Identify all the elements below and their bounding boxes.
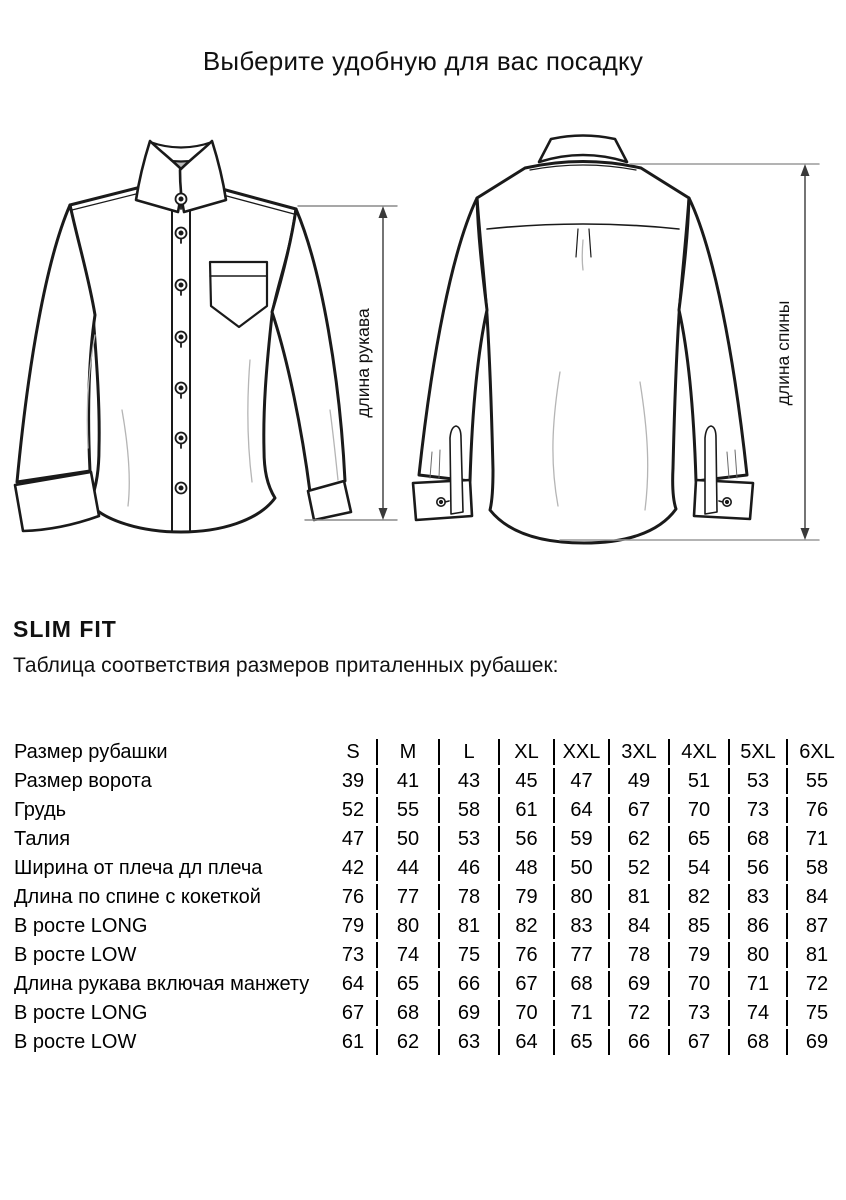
size-value-cell: M: [376, 739, 438, 765]
row-label-cell: В росте LONG: [14, 914, 148, 937]
arrow-up-icon: [801, 164, 810, 176]
size-value-cell: 68: [728, 826, 786, 852]
size-value-cell: 70: [498, 1000, 553, 1026]
size-value-cell: 64: [498, 1029, 553, 1055]
size-value-cell: 66: [438, 971, 498, 997]
size-value-cell: 42: [341, 856, 365, 879]
size-value-cell: 77: [553, 942, 608, 968]
sleeve-length-label: длина рукава: [353, 308, 373, 418]
size-value-cell: 78: [608, 942, 668, 968]
table-row: [0, 971, 846, 997]
size-value-cell: 67: [608, 797, 668, 823]
size-value-cell: 85: [668, 913, 728, 939]
size-value-cell: 65: [668, 826, 728, 852]
arrow-down-icon: [379, 508, 388, 520]
size-value-cell: 66: [608, 1029, 668, 1055]
size-value-cell: 48: [498, 855, 553, 881]
size-value-cell: 54: [668, 855, 728, 881]
table-header-row: [0, 739, 846, 765]
row-label-cell: Талия: [14, 827, 71, 850]
size-value-cell: 77: [376, 884, 438, 910]
size-value-cell: 84: [786, 884, 846, 910]
size-value-cell: 73: [728, 797, 786, 823]
size-value-cell: 47: [553, 768, 608, 794]
size-value-cell: 73: [668, 1000, 728, 1026]
size-value-cell: 51: [668, 768, 728, 794]
table-row: [0, 826, 846, 852]
shirt-back-drawing: [413, 136, 753, 544]
size-value-cell: 55: [786, 768, 846, 794]
size-value-cell: 52: [608, 855, 668, 881]
size-value-cell: 47: [341, 827, 365, 850]
table-row: [0, 797, 846, 823]
size-value-cell: 80: [376, 913, 438, 939]
size-value-cell: 82: [498, 913, 553, 939]
size-value-cell: 76: [786, 797, 846, 823]
size-value-cell: 71: [553, 1000, 608, 1026]
size-value-cell: 41: [376, 768, 438, 794]
size-value-cell: 53: [728, 768, 786, 794]
row-label-cell: Длина рукава включая манжету: [14, 972, 310, 995]
row-label-cell: В росте LONG: [14, 1001, 148, 1024]
size-value-cell: 3XL: [608, 739, 668, 765]
size-value-cell: 72: [608, 1000, 668, 1026]
page-title: Выберите удобную для вас посадку: [202, 46, 644, 76]
size-value-cell: XXL: [553, 739, 608, 765]
size-value-cell: 81: [438, 913, 498, 939]
size-value-cell: 5XL: [728, 739, 786, 765]
size-value-cell: 61: [341, 1030, 365, 1053]
table-row: [0, 913, 846, 939]
size-value-cell: 76: [498, 942, 553, 968]
size-value-cell: 68: [376, 1000, 438, 1026]
size-value-cell: 87: [786, 913, 846, 939]
size-value-cell: 43: [438, 768, 498, 794]
size-value-cell: 58: [786, 855, 846, 881]
size-value-cell: 73: [341, 943, 365, 966]
fit-heading: SLIM FIT: [13, 616, 117, 642]
shirt-diagram: [0, 110, 846, 580]
size-value-cell: 75: [786, 1000, 846, 1026]
size-value-cell: 69: [438, 1000, 498, 1026]
table-row: [0, 1000, 846, 1026]
row-label-cell: В росте LOW: [14, 943, 137, 966]
size-value-cell: 74: [376, 942, 438, 968]
size-value-cell: 72: [786, 971, 846, 997]
size-value-cell: 69: [786, 1029, 846, 1055]
size-value-cell: 71: [786, 826, 846, 852]
size-value-cell: 68: [728, 1029, 786, 1055]
size-value-cell: 83: [728, 884, 786, 910]
size-value-cell: 71: [728, 971, 786, 997]
size-value-cell: 61: [498, 797, 553, 823]
size-value-cell: 4XL: [668, 739, 728, 765]
size-value-cell: 67: [668, 1029, 728, 1055]
table-row: [0, 1029, 846, 1055]
size-value-cell: 63: [438, 1029, 498, 1055]
size-value-cell: 50: [553, 855, 608, 881]
size-value-cell: 81: [786, 942, 846, 968]
row-label-cell: Ширина от плеча дл плеча: [14, 856, 263, 879]
size-value-cell: 79: [498, 884, 553, 910]
table-row: [0, 855, 846, 881]
size-value-cell: L: [438, 739, 498, 765]
size-value-cell: S: [346, 740, 360, 763]
size-value-cell: 70: [668, 971, 728, 997]
size-value-cell: XL: [498, 739, 553, 765]
size-value-cell: 81: [608, 884, 668, 910]
shirt-diagram-svg: [0, 110, 846, 580]
size-value-cell: 55: [376, 797, 438, 823]
size-value-cell: 75: [438, 942, 498, 968]
size-value-cell: 49: [608, 768, 668, 794]
size-value-cell: 67: [341, 1001, 365, 1024]
shirt-front-drawing: [15, 141, 351, 532]
size-value-cell: 46: [438, 855, 498, 881]
size-value-cell: 86: [728, 913, 786, 939]
size-value-cell: 56: [498, 826, 553, 852]
size-value-cell: 50: [376, 826, 438, 852]
size-table: [0, 736, 846, 1058]
size-value-cell: 67: [498, 971, 553, 997]
back-length-label: длина спины: [773, 300, 793, 406]
row-label-cell: В росте LOW: [14, 1030, 137, 1053]
size-value-cell: 64: [341, 972, 365, 995]
size-value-cell: 79: [668, 942, 728, 968]
size-value-cell: 39: [341, 769, 365, 792]
size-value-cell: 68: [553, 971, 608, 997]
row-label-cell: Размер рубашки: [14, 740, 168, 763]
table-row: [0, 942, 846, 968]
size-value-cell: 62: [376, 1029, 438, 1055]
size-value-cell: 65: [376, 971, 438, 997]
size-value-cell: 45: [498, 768, 553, 794]
size-value-cell: 64: [553, 797, 608, 823]
size-value-cell: 65: [553, 1029, 608, 1055]
size-value-cell: 78: [438, 884, 498, 910]
size-value-cell: 82: [668, 884, 728, 910]
row-label-cell: Грудь: [14, 798, 67, 821]
size-value-cell: 44: [376, 855, 438, 881]
row-label-cell: Длина по спине с кокеткой: [14, 885, 261, 908]
size-value-cell: 76: [341, 885, 365, 908]
size-value-cell: 74: [728, 1000, 786, 1026]
size-value-cell: 62: [608, 826, 668, 852]
size-value-cell: 84: [608, 913, 668, 939]
size-value-cell: 58: [438, 797, 498, 823]
table-row: [0, 884, 846, 910]
size-value-cell: 80: [553, 884, 608, 910]
size-value-cell: 52: [341, 798, 365, 821]
size-value-cell: 80: [728, 942, 786, 968]
size-value-cell: 59: [553, 826, 608, 852]
size-value-cell: 6XL: [786, 739, 846, 765]
size-value-cell: 83: [553, 913, 608, 939]
row-label-cell: Размер ворота: [14, 769, 152, 792]
arrow-up-icon: [379, 206, 388, 218]
table-row: [0, 768, 846, 794]
size-value-cell: 53: [438, 826, 498, 852]
size-value-cell: 56: [728, 855, 786, 881]
arrow-down-icon: [801, 528, 810, 540]
table-caption: Таблица соответствия размеров приталенных рубашек:: [13, 654, 559, 677]
size-table-body: [0, 739, 846, 1055]
size-value-cell: 70: [668, 797, 728, 823]
size-value-cell: 79: [341, 914, 365, 937]
size-value-cell: 69: [608, 971, 668, 997]
